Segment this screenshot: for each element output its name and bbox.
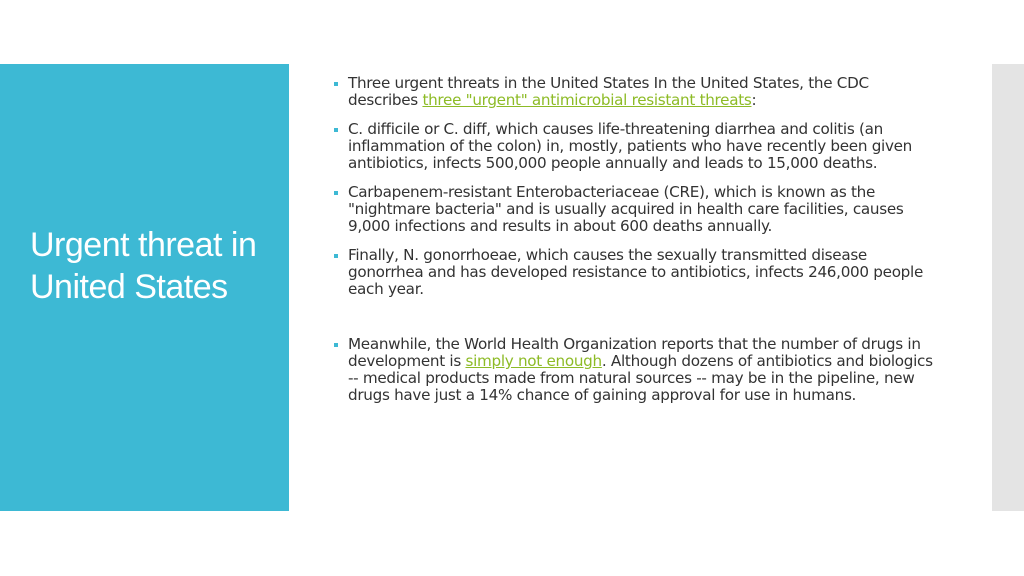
content-area	[334, 75, 940, 416]
bullet-marker-icon	[334, 191, 338, 195]
bullet-text: C. difficile or C. diff, which causes life-threatening diarrhea and colitis (an inflammation of the colon) in, mostly, patients who have recently been given antibiotics, infects 500,000 people annually and leads to 15,000 deaths.	[348, 120, 913, 172]
bullet-c-difficile	[334, 121, 940, 172]
bullet-text: Meanwhile, the World Health Organization reports that the number of drugs in development is	[348, 335, 921, 370]
bullet-text: Finally, N. gonorrhoeae, which causes the sexually transmitted disease gonorrhea and has developed resistance to antibiotics, infects 246,000 people each year.	[348, 246, 923, 298]
simply-not-enough-link[interactable]: simply not enough	[465, 352, 602, 370]
bullet-cdc-threats	[334, 75, 940, 109]
bullet-gonorrhoeae	[334, 247, 940, 298]
slide-title: Urgent threat in United States	[30, 226, 257, 306]
bullet-who	[334, 336, 940, 404]
bullet-marker-icon	[334, 343, 338, 347]
bullet-text: . Although dozens of antibiotics and biologics -- medical products made from natural sources -- may be in the pipeline, new drugs have just a 14% chance of gaining approval for use in humans.	[348, 352, 933, 404]
cdc-threats-link[interactable]: three "urgent" antimicrobial resistant threats	[422, 91, 752, 109]
bullet-list	[334, 75, 940, 404]
bullet-text: Carbapenem-resistant Enterobacteriaceae (CRE), which is known as the "nightmare bacteria" and is usually acquired in health care facilities, causes 9,000 infections and results in about 600 deaths annually.	[348, 183, 904, 235]
bullet-marker-icon	[334, 82, 338, 86]
bullet-marker-icon	[334, 254, 338, 258]
bullet-cre	[334, 184, 940, 235]
bullet-text: Three urgent threats in the United States In the United States, the CDC describes	[348, 74, 869, 109]
scrollbar[interactable]	[992, 64, 1024, 511]
bullet-text: :	[751, 91, 757, 109]
bullet-marker-icon	[334, 128, 338, 132]
